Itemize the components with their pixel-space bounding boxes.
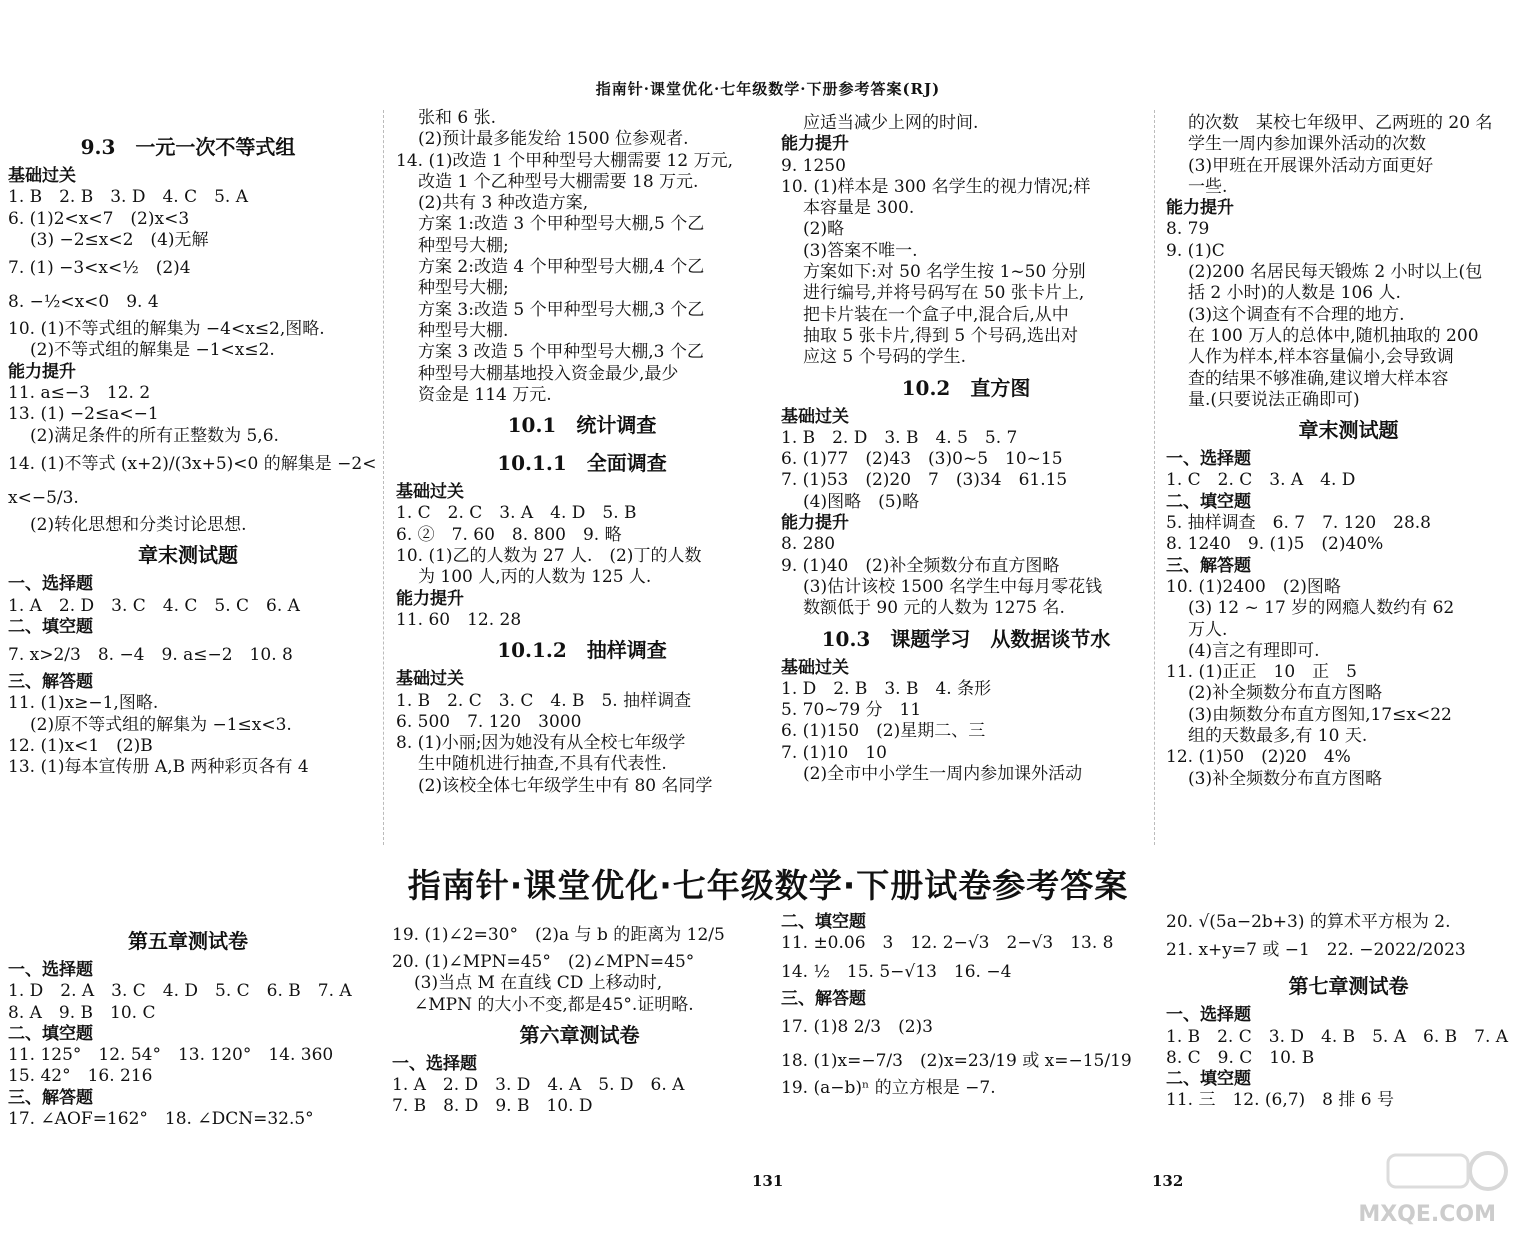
answer-line: 8. (1)小丽;因为她没有从全校七年级学 bbox=[396, 733, 686, 754]
answer-line: (3)这个调查有不合理的地方. bbox=[1188, 304, 1405, 325]
answer-line: (2)略 bbox=[803, 219, 845, 240]
watermark-text: MXQE.COM bbox=[1358, 1202, 1496, 1227]
answer-line: (3)当点 M 在直线 CD 上移动时, bbox=[414, 973, 663, 994]
answer-line: 的次数 某校七年级甲、乙两班的 20 名 bbox=[1188, 113, 1493, 133]
answer-line: 6. (1)2<x<7 (2)x<3 bbox=[8, 208, 190, 229]
answer-line: 组的天数最多,有 10 天. bbox=[1188, 726, 1368, 747]
answer-line: 18. (1)x=−7/3 (2)x=23/19 或 x=−15/19 bbox=[781, 1050, 1132, 1071]
section-title: 章末测试题 bbox=[138, 543, 238, 568]
answer-line: 抽取 5 张卡片,得到 5 个号码,选出对 bbox=[803, 325, 1079, 346]
answer-line: 进行编号,并将号码写在 50 张卡片上, bbox=[803, 283, 1085, 304]
answer-line: 种型号大棚基地投入资金最少,最少 bbox=[418, 363, 679, 384]
subsection-heading: 能力提升 bbox=[8, 361, 76, 382]
answer-line: (3)甲班在开展课外活动方面更好 bbox=[1188, 155, 1434, 176]
section-title: 第五章测试卷 bbox=[128, 929, 248, 953]
answer-line: 本容量是 300. bbox=[803, 198, 915, 219]
answer-line: 20. √(5a−2b+3) 的算术平方根为 2. bbox=[1166, 912, 1451, 932]
answer-line: 8. A 9. B 10. C bbox=[8, 1002, 156, 1023]
answer-line: (3) 12 ~ 17 岁的网瘾人数约有 62 bbox=[1188, 598, 1455, 619]
subsection-heading: 基础过关 bbox=[781, 406, 849, 427]
answer-line: 13. (1) −2≤a<−1 bbox=[8, 404, 159, 425]
answer-line: 改造 1 个乙种型号大棚需要 18 万元. bbox=[418, 171, 699, 192]
column-1 bbox=[8, 128, 377, 779]
subsection-heading: 二、填空题 bbox=[781, 912, 866, 932]
answer-line: 种型号大棚; bbox=[418, 278, 509, 299]
subsection-heading: 一、选择题 bbox=[8, 574, 93, 595]
answer-line: 8. −½<x<0 9. 4 bbox=[8, 292, 159, 313]
answer-line: 6. ② 7. 60 8. 800 9. 略 bbox=[396, 524, 622, 545]
column-divider bbox=[1154, 110, 1155, 845]
answer-line: (3)补全频数分布直方图略 bbox=[1188, 768, 1383, 789]
answer-line: 9. (1)40 (2)补全频数分布直方图略 bbox=[781, 555, 1060, 576]
answer-line: 14. (1)改造 1 个甲种型号大棚需要 12 万元, bbox=[396, 150, 733, 171]
answer-line: (2)补全频数分布直方图略 bbox=[1188, 683, 1383, 704]
answer-line: 11. ±0.06 3 12. 2−√3 2−√3 13. 8 bbox=[781, 933, 1114, 954]
answer-line: 数额低于 90 元的人数为 1275 名. bbox=[803, 598, 1065, 619]
answer-line: 10. (1)2400 (2)图略 bbox=[1166, 576, 1341, 597]
answer-line: 人作为样本,样本容量偏小,会导致调 bbox=[1188, 347, 1454, 368]
subsection-heading: 二、填空题 bbox=[8, 616, 93, 637]
answer-line: (2)原不等式组的解集为 −1≤x<3. bbox=[30, 714, 292, 735]
answer-line: 12. (1)x<1 (2)B bbox=[8, 736, 153, 757]
answer-line: 8. 79 bbox=[1166, 219, 1210, 240]
answer-line: 8. 280 bbox=[781, 534, 836, 555]
section-title: 10.1.1 全面调查 bbox=[497, 451, 667, 476]
answer-line: 5. 70~79 分 11 bbox=[781, 700, 922, 721]
bottom-column-1 bbox=[8, 922, 368, 1130]
answer-line: 种型号大棚; bbox=[418, 235, 509, 256]
answer-line: 12. (1)50 (2)20 4% bbox=[1166, 747, 1351, 768]
subsection-heading: 能力提升 bbox=[1166, 198, 1234, 219]
answer-line: 8. 1240 9. (1)5 (2)40% bbox=[1166, 534, 1384, 555]
answer-line: 11. (1)x≥−1,图略. bbox=[8, 693, 159, 714]
answer-line: 1. D 2. B 3. B 4. 条形 bbox=[781, 678, 992, 699]
column-2 bbox=[396, 108, 768, 797]
subsection-heading: 一、选择题 bbox=[1166, 449, 1251, 470]
page-number-right: 132 bbox=[1152, 1172, 1184, 1190]
subsection-heading: 二、填空题 bbox=[8, 1023, 93, 1044]
answer-line: 20. (1)∠MPN=45° (2)∠MPN=45° bbox=[392, 952, 695, 972]
answer-line: 7. (1)10 10 bbox=[781, 742, 887, 763]
answer-line: 6. (1)150 (2)星期二、三 bbox=[781, 721, 986, 742]
answer-line: 方案 3:改造 5 个甲种型号大棚,3 个乙 bbox=[418, 299, 705, 320]
answer-line: 14. ½ 15. 5−√13 16. −4 bbox=[781, 961, 1012, 982]
answer-line: 10. (1)不等式组的解集为 −4<x≤2,图略. bbox=[8, 319, 325, 340]
answer-line: 1. C 2. C 3. A 4. D bbox=[1166, 470, 1356, 491]
subsection-heading: 能力提升 bbox=[781, 513, 849, 534]
subsection-heading: 一、选择题 bbox=[392, 1053, 477, 1074]
subsection-heading: 基础过关 bbox=[781, 657, 849, 678]
answer-line: 11. (1)正正 10 正 5 bbox=[1166, 662, 1357, 683]
section-title: 10.1.2 抽样调查 bbox=[497, 638, 667, 663]
answer-line: (2)共有 3 种改造方案, bbox=[418, 193, 589, 214]
exam-answers-title: 指南针·课堂优化·七年级数学·下册试卷参考答案 bbox=[407, 866, 1129, 905]
subsection-heading: 基础过关 bbox=[8, 166, 76, 186]
answer-line: 生中随机进行抽查,不具有代表性. bbox=[418, 754, 667, 775]
answer-line: (2)预计最多能发给 1500 位参观者. bbox=[418, 129, 689, 150]
answer-line: (2)该校全体七年级学生中有 80 名同学 bbox=[418, 775, 713, 796]
answer-line: 把卡片装在一个盒子中,混合后,从中 bbox=[803, 304, 1069, 325]
answer-line: 1. D 2. A 3. C 4. D 5. C 6. B 7. A bbox=[8, 981, 352, 1002]
bottom-column-3 bbox=[781, 912, 1151, 1099]
answer-line: (2)转化思想和分类讨论思想. bbox=[30, 514, 247, 535]
answer-line: 11. 125° 12. 54° 13. 120° 14. 360 bbox=[8, 1045, 334, 1066]
section-title: 第七章测试卷 bbox=[1288, 974, 1409, 999]
answer-line: 17. (1)8 2/3 (2)3 bbox=[781, 1016, 933, 1037]
section-title: 9.3 一元一次不等式组 bbox=[80, 135, 296, 159]
subsection-heading: 基础过关 bbox=[396, 482, 464, 503]
section-title: 章末测试题 bbox=[1298, 418, 1399, 443]
answer-line: 7. (1)53 (2)20 7 (3)34 61.15 bbox=[781, 470, 1068, 491]
column-divider bbox=[383, 110, 384, 845]
answer-line: 1. B 2. C 3. D 4. B 5. A 6. B 7. A bbox=[1166, 1026, 1509, 1047]
answer-line: 应适当减少上网的时间. bbox=[803, 113, 979, 133]
answer-line: (2)满足条件的所有正整数为 5,6. bbox=[30, 425, 279, 446]
answer-line: 10. (1)样本是 300 名学生的视力情况;样 bbox=[781, 176, 1091, 197]
answer-line: 1. A 2. D 3. D 4. A 5. D 6. A bbox=[392, 1075, 685, 1096]
answer-line: 8. C 9. C 10. B bbox=[1166, 1047, 1315, 1068]
answer-line: 6. 500 7. 120 3000 bbox=[396, 711, 582, 732]
answer-line: (4)图略 (5)略 bbox=[803, 491, 920, 512]
column-4 bbox=[1166, 113, 1531, 790]
page-number-left: 131 bbox=[752, 1172, 784, 1190]
subsection-heading: 三、解答题 bbox=[1166, 555, 1251, 576]
answer-line: 15. 42° 16. 216 bbox=[8, 1066, 153, 1087]
subsection-heading: 三、解答题 bbox=[8, 672, 93, 693]
section-title: 10.3 课题学习 从数据谈节水 bbox=[821, 626, 1111, 651]
column-3 bbox=[781, 113, 1151, 785]
answer-line: 量.(只要说法正确即可) bbox=[1188, 389, 1360, 410]
answer-line: 1. A 2. D 3. C 4. C 5. C 6. A bbox=[8, 595, 300, 616]
answer-line: 21. x+y=7 或 −1 22. −2022/2023 bbox=[1166, 940, 1466, 961]
answer-line: 1. B 2. C 3. C 4. B 5. 抽样调查 bbox=[396, 690, 692, 711]
answer-line: ∠MPN 的大小不变,都是45°.证明略. bbox=[414, 994, 694, 1015]
answer-line: (2)不等式组的解集是 −1<x≤2. bbox=[30, 340, 275, 361]
subsection-heading: 三、解答题 bbox=[781, 988, 866, 1009]
answer-line: 张和 6 张. bbox=[418, 108, 497, 128]
answer-line: 7. (1) −3<x<½ (2)4 bbox=[8, 258, 191, 279]
answer-line: 19. (a−b)ⁿ 的立方根是 −7. bbox=[781, 1077, 996, 1098]
answer-line: 在 100 万人的总体中,随机抽取的 200 bbox=[1188, 325, 1479, 346]
answer-line: 应这 5 个号码的学生. bbox=[803, 347, 967, 368]
subsection-heading: 一、选择题 bbox=[8, 960, 93, 980]
answer-line: (3) −2≤x<2 (4)无解 bbox=[30, 229, 209, 250]
answer-line: 9. 1250 bbox=[781, 155, 846, 176]
answer-line: 17. ∠AOF=162° 18. ∠DCN=32.5° bbox=[8, 1109, 314, 1130]
answer-line: x<−5/3. bbox=[8, 487, 79, 508]
subsection-heading: 能力提升 bbox=[396, 588, 464, 609]
answer-line: 19. (1)∠2=30° (2)a 与 b 的距离为 12/5 bbox=[392, 925, 725, 945]
answer-line: 一些. bbox=[1188, 176, 1228, 197]
answer-line: 11. 三 12. (6,7) 8 排 6 号 bbox=[1166, 1090, 1395, 1111]
subsection-heading: 三、解答题 bbox=[8, 1087, 93, 1108]
answer-line: 万人. bbox=[1188, 619, 1228, 640]
answer-line: 方案 3 改造 5 个甲种型号大棚,3 个乙 bbox=[418, 342, 704, 363]
subsection-heading: 能力提升 bbox=[781, 134, 849, 155]
answer-line: (2)全市中小学生一周内参加课外活动 bbox=[803, 764, 1083, 785]
answer-line: 13. (1)每本宣传册 A,B 两种彩页各有 4 bbox=[8, 757, 309, 778]
answer-line: 7. x>2/3 8. −4 9. a≤−2 10. 8 bbox=[8, 645, 293, 666]
bottom-column-2 bbox=[392, 918, 767, 1118]
answer-line: (4)言之有理即可. bbox=[1188, 640, 1320, 661]
bottom-column-4 bbox=[1166, 912, 1531, 1112]
subsection-heading: 基础过关 bbox=[396, 669, 464, 690]
answer-line: 资金是 114 万元. bbox=[418, 384, 552, 405]
answer-line: 9. (1)C bbox=[1166, 240, 1225, 261]
answer-line: 5. 抽样调查 6. 7 7. 120 28.8 bbox=[1166, 513, 1431, 534]
answer-line: 6. (1)77 (2)43 (3)0~5 10~15 bbox=[781, 449, 1063, 470]
answer-line: 方案如下:对 50 名学生按 1~50 分别 bbox=[803, 262, 1086, 283]
answer-line: (3)答案不唯一. bbox=[803, 240, 918, 261]
answer-line: (3)估计该校 1500 名学生中每月零花钱 bbox=[803, 576, 1103, 597]
answer-line: 1. B 2. D 3. B 4. 5 5. 7 bbox=[781, 427, 1018, 448]
answer-line: 括 2 小时)的人数是 106 人. bbox=[1188, 283, 1401, 304]
answer-line: 10. (1)乙的人数为 27 人. (2)丁的人数 bbox=[396, 546, 702, 567]
subsection-heading: 一、选择题 bbox=[1166, 1005, 1251, 1026]
answer-line: 学生一周内参加课外活动的次数 bbox=[1188, 134, 1426, 155]
subsection-heading: 二、填空题 bbox=[1166, 1069, 1251, 1090]
section-title: 第六章测试卷 bbox=[519, 1022, 640, 1047]
answer-line: 1. C 2. C 3. A 4. D 5. B bbox=[396, 503, 637, 524]
answer-line: 查的结果不够准确,建议增大样本容 bbox=[1188, 368, 1449, 389]
answer-line: 方案 2:改造 4 个甲种型号大棚,4 个乙 bbox=[418, 257, 705, 278]
answer-line: 1. B 2. B 3. D 4. C 5. A bbox=[8, 187, 249, 208]
answer-line: 7. B 8. D 9. B 10. D bbox=[392, 1096, 593, 1117]
answer-line: 14. (1)不等式 (x+2)/(3x+5)<0 的解集是 −2< bbox=[8, 453, 377, 474]
answer-line: 为 100 人,丙的人数为 125 人. bbox=[418, 567, 652, 588]
answer-line: (3)由频数分布直方图知,17≤x<22 bbox=[1188, 704, 1452, 725]
answer-line: 方案 1:改造 3 个甲种型号大棚,5 个乙 bbox=[418, 214, 705, 235]
running-header: 指南针·课堂优化·七年级数学·下册参考答案(RJ) bbox=[595, 80, 941, 98]
section-title: 10.2 直方图 bbox=[901, 375, 1031, 400]
answer-line: 种型号大棚. bbox=[418, 320, 509, 341]
answer-line: 11. a≤−3 12. 2 bbox=[8, 383, 151, 404]
section-title: 10.1 统计调查 bbox=[507, 413, 657, 438]
answer-line: 11. 60 12. 28 bbox=[396, 609, 522, 630]
subsection-heading: 二、填空题 bbox=[1166, 491, 1251, 512]
answer-line: (2)200 名居民每天锻炼 2 小时以上(包 bbox=[1188, 262, 1483, 283]
